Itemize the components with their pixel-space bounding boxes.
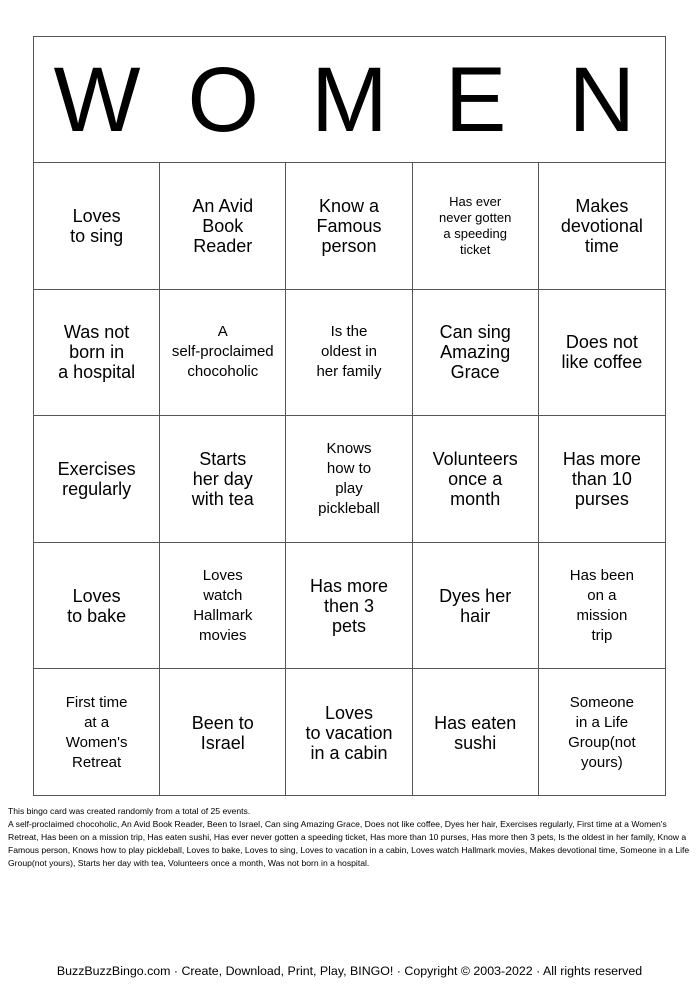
bingo-cell: Has more then 3 pets bbox=[286, 543, 412, 670]
bingo-cell: Makes devotional time bbox=[539, 163, 665, 290]
note-events: A self-proclaimed chocoholic, An Avid Book Reader, Been to Israel, Can sing Amazing Grace, Does not like coffee, Dyes her hair, Exercises regularly, First time at a Women's Retreat, Has been on a mission trip, Has eaten sushi, Has ever never gotten a speeding ticket, Has more than 10 purses, Has more then 3 pets, Is the oldest in her family, Know a Famous person, Knows how to play pickleball, Loves to bake, Loves to sing, Loves to vacation in a cabin, Loves watch Hallmark movies, Makes devotional time, Someone in a Life Group(not yours), Starts her day with tea, Volunteers once a month, Was not born in a hospital. bbox=[8, 819, 690, 868]
header-letter-4: E bbox=[444, 48, 507, 151]
bingo-cell: Someone in a Life Group(not yours) bbox=[568, 693, 636, 771]
bingo-cell: Has more than 10 purses bbox=[539, 416, 665, 543]
bingo-cell: Been to Israel bbox=[160, 669, 286, 796]
header-letter-2: O bbox=[187, 48, 260, 151]
bingo-cell: Can sing Amazing Grace bbox=[413, 290, 539, 417]
bingo-cell: Loves watch Hallmark movies bbox=[160, 543, 286, 670]
bingo-grid bbox=[34, 163, 665, 796]
bingo-cell: Knows how to play pickleball bbox=[286, 416, 412, 543]
bingo-cell: Dyes her hair bbox=[413, 543, 539, 670]
bingo-cell: A self-proclaimed chocoholic bbox=[160, 290, 286, 417]
bingo-cell: Loves to sing bbox=[34, 163, 160, 290]
bingo-cell: First time at a Women's Retreat bbox=[34, 669, 160, 796]
header-letter-3: M bbox=[311, 48, 388, 151]
bingo-cell: Has eaten sushi bbox=[413, 669, 539, 796]
bingo-cell: Volunteers once a month bbox=[413, 416, 539, 543]
bingo-cell: Does not like coffee bbox=[539, 290, 665, 417]
header-letter-1: W bbox=[53, 48, 141, 151]
bingo-cell: Was not born in a hospital bbox=[34, 290, 160, 417]
bingo-cell: Has ever never gotten a speeding ticket bbox=[413, 163, 539, 290]
header-letter-5: N bbox=[568, 48, 636, 151]
bingo-cell: Is the oldest in her family bbox=[286, 290, 412, 417]
bingo-cell: Has been on a mission trip bbox=[539, 543, 665, 670]
bingo-cell: An Avid Book Reader bbox=[160, 163, 286, 290]
bingo-card bbox=[33, 36, 666, 796]
note-intro: This bingo card was created randomly from a total of 25 events. bbox=[8, 806, 251, 816]
bingo-cell: Starts her day with tea bbox=[160, 416, 286, 543]
bingo-header bbox=[34, 37, 665, 163]
bingo-cell: Know a Famous person bbox=[286, 163, 412, 290]
bingo-cell: Loves to bake bbox=[34, 543, 160, 670]
event-list-note bbox=[8, 805, 692, 870]
bingo-cell: Loves to vacation in a cabin bbox=[286, 669, 412, 796]
bingo-cell: Exercises regularly bbox=[34, 416, 160, 543]
site-footer: BuzzBuzzBingo.com · Create, Download, Print, Play, BINGO! · Copyright © 2003-2022 · All rights reserved bbox=[56, 964, 643, 978]
